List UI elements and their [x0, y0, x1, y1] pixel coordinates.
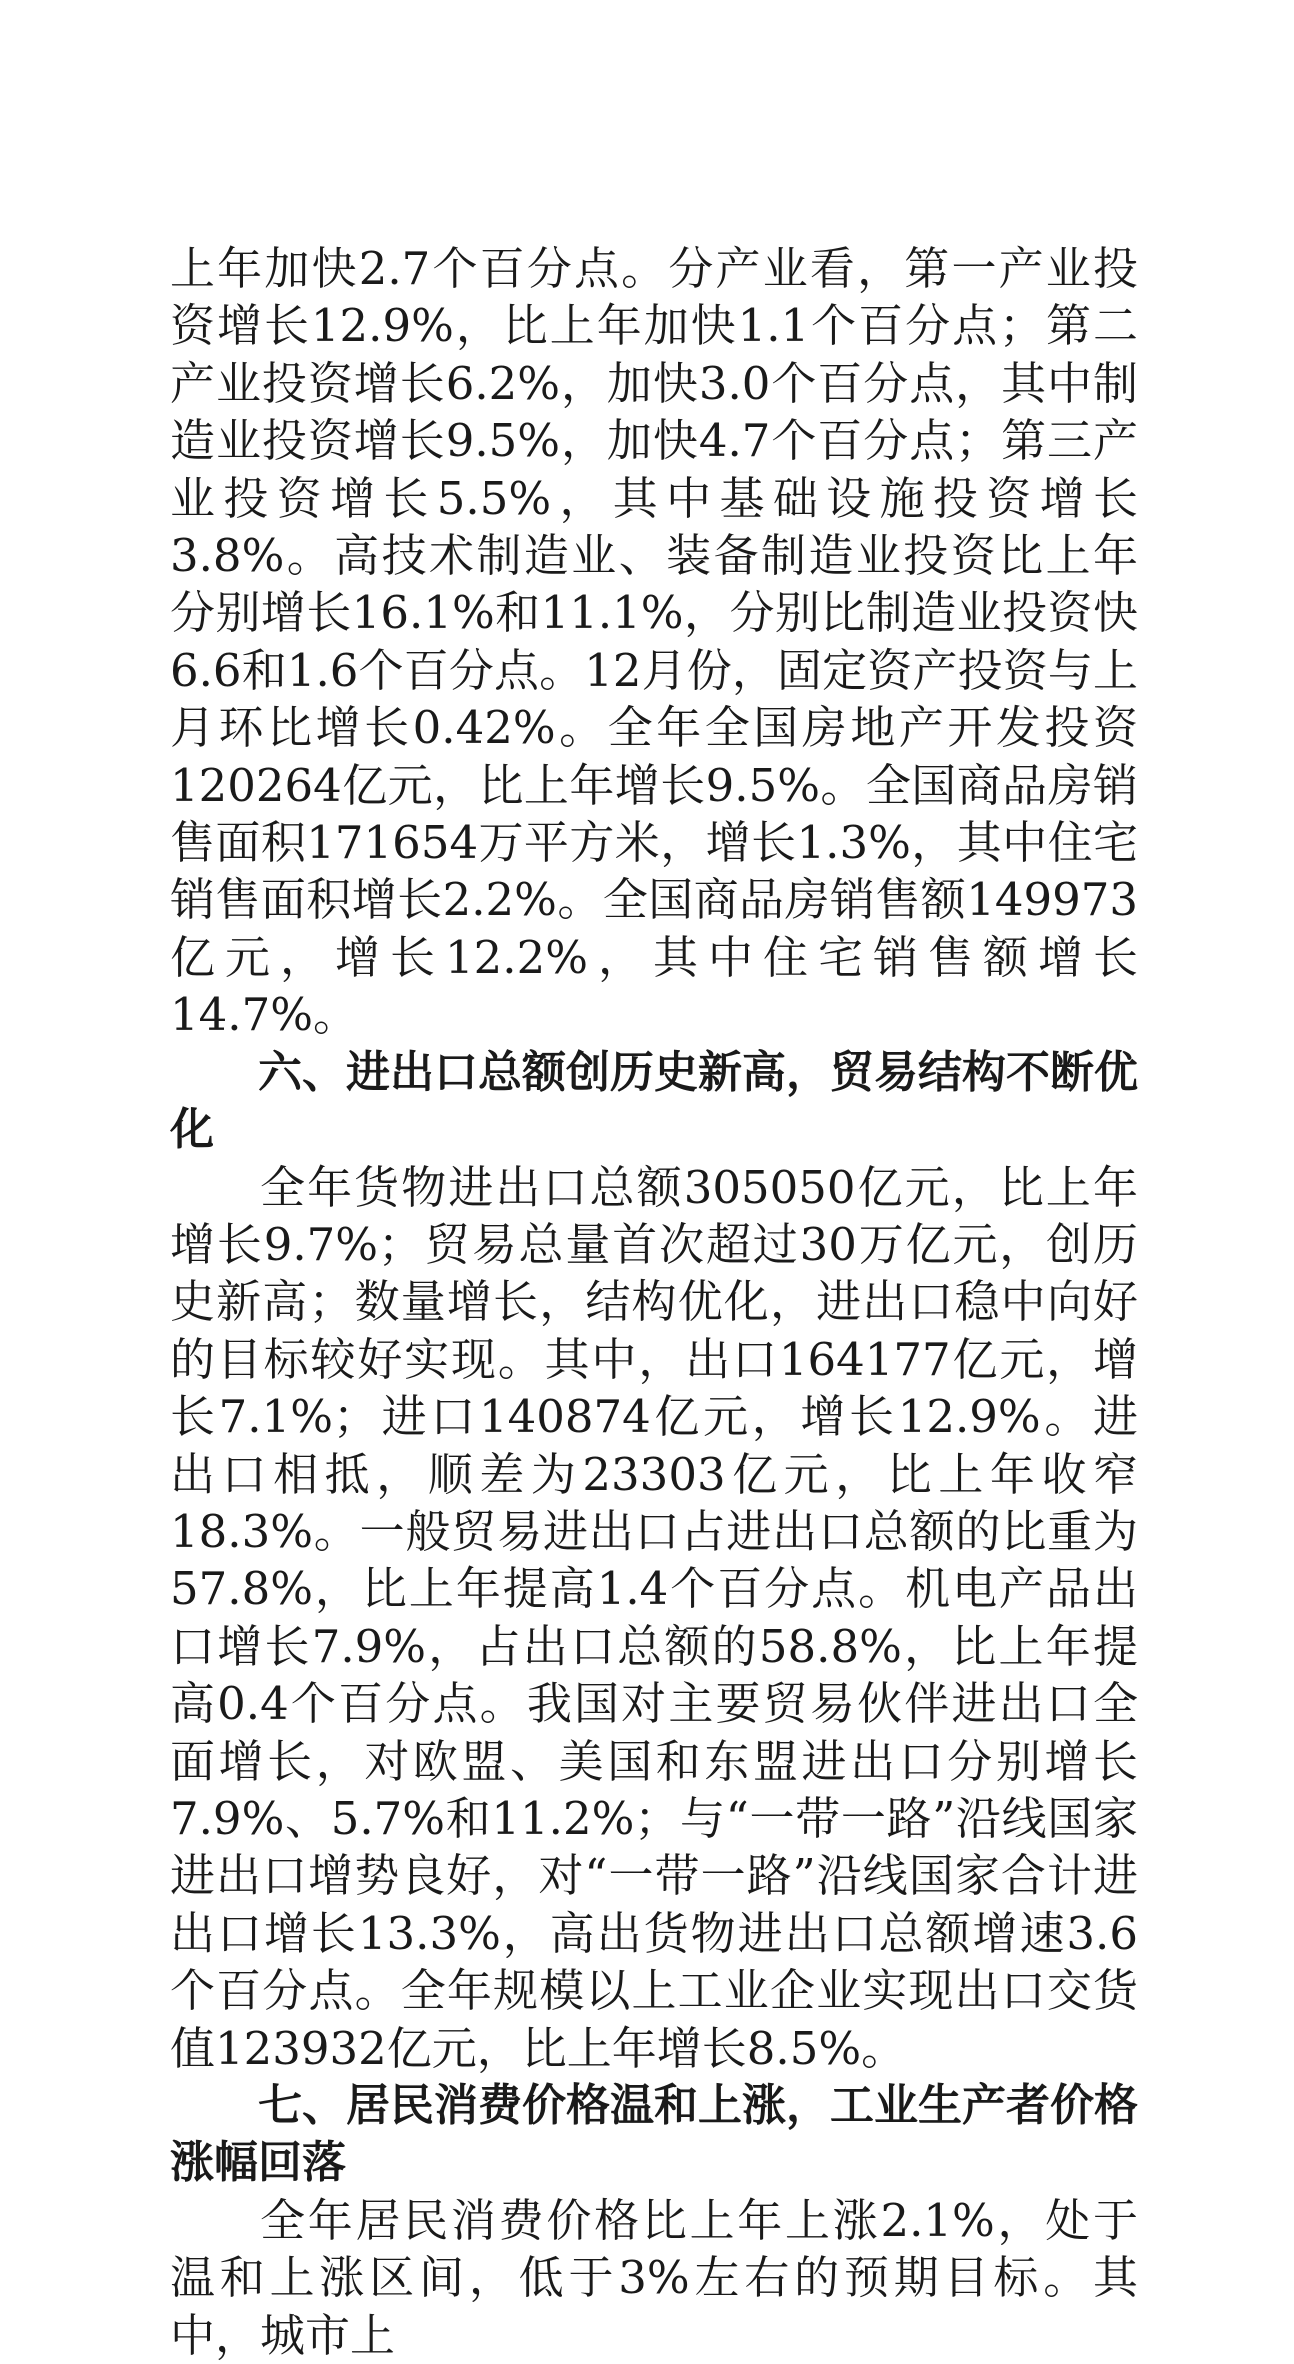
section-heading-prices: 七、居民消费价格温和上涨，工业生产者价格涨幅回落 — [170, 2080, 1138, 2189]
paragraph-trade: 全年货物进出口总额305050亿元，比上年增长9.7%；贸易总量首次超过30万亿元，创历史新高；数量增长，结构优化，进出口稳中向好的目标较好实现。其中，出口164177亿元，增长7.1%；进口140874亿元，增长12.9%。进出口相抵，顺差为23303亿元，比上年收窄18.3%。一般贸易进出口占进出口总额的比重为57.8%，比上年提高1.4个百分点。机电产品出口增长7.9%，占出口总额的58.8%，比上年提高0.4个百分点。我国对主要贸易伙伴进出口全面增长，对欧盟、美国和东盟进出口分别增长7.9%、5.7%和11.2%；与“一带一路”沿线国家进出口增势良好，对“一带一路”沿线国家合计进出口增长13.3%，高出货物进出口总额增速3.6个百分点。全年规模以上工业企业实现出口交货值123932亿元，比上年增长8.5%。 — [170, 1160, 1138, 2075]
paragraph-investment: 上年加快2.7个百分点。分产业看，第一产业投资增长12.9%，比上年加快1.1个百分点；第二产业投资增长6.2%，加快3.0个百分点，其中制造业投资增长9.5%，加快4.7个百分点；第三产业投资增长5.5%，其中基础设施投资增长3.8%。高技术制造业、装备制造业投资比上年分别增长16.1%和11.1%，分别比制造业投资快6.6和1.6个百分点。12月份，固定资产投资与上月环比增长0.42%。全年全国房地产开发投资120264亿元，比上年增长9.5%。全国商品房销售面积171654万平方米，增长1.3%，其中住宅销售面积增长2.2%。全国商品房销售额149973亿元，增长12.2%，其中住宅销售额增长14.7%。 — [170, 242, 1138, 1042]
paragraph-prices: 全年居民消费价格比上年上涨2.1%，处于温和上涨区间，低于3%左右的预期目标。其中，城市上 — [170, 2193, 1138, 2362]
section-heading-trade: 六、进出口总额创历史新高，贸易结构不断优化 — [170, 1046, 1138, 1156]
document-page — [170, 240, 1138, 2364]
